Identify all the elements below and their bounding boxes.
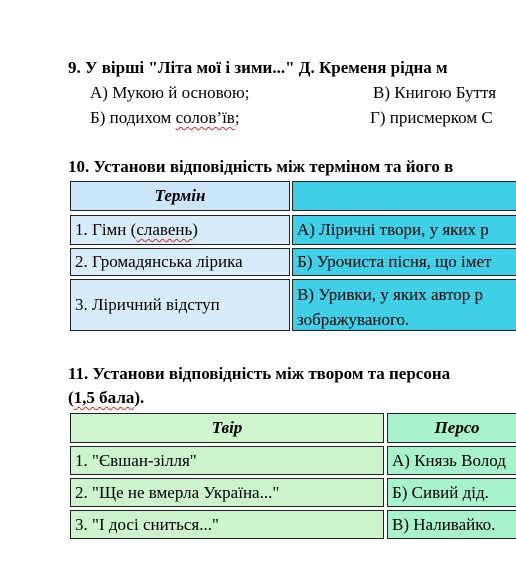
q9-option-a: А) Мукою й основою; — [90, 83, 250, 102]
question-11-title: 11. Установи відповідність між твором та персона — [68, 364, 451, 383]
q9-option-b-prefix: Б) подихом — [90, 108, 176, 127]
q10-row2-definition: Б) Урочиста пісня, що імет — [292, 248, 516, 276]
q11-row2-work: 2. "Ще не вмерла Україна..." — [70, 478, 384, 507]
q11-row3-character: В) Наливайко. — [387, 510, 516, 539]
q11-row3-work: 3. "І досі сниться..." — [70, 510, 384, 539]
q11-header-character: Персо — [387, 413, 516, 443]
q10-row3-definition-line2: зображуваного. — [297, 310, 410, 329]
q10-header-definition — [292, 181, 516, 211]
q11-subtitle-prefix: ( — [68, 388, 74, 407]
q10-row1-term-word: славень — [136, 220, 193, 239]
q11-row1-character: А) Князь Волод — [387, 446, 516, 475]
q9-option-b-word: солов’їв — [175, 108, 235, 127]
q9-option-g: Г) присмерком С — [370, 108, 493, 127]
q11-header-work: Твір — [70, 413, 384, 443]
q10-row1-term-suffix: ) — [192, 220, 198, 239]
question-11-subtitle — [68, 388, 144, 408]
q10-row2-term: 2. Громадянська лірика — [70, 248, 290, 276]
q9-option-b — [90, 108, 240, 128]
q10-row3-term: 3. Ліричний відступ — [70, 279, 290, 331]
question-10-title: 10. Установи відповідність між терміном та його в — [68, 157, 454, 176]
q10-row3-definition — [292, 279, 516, 331]
question-9-title: 9. У вірші "Літа мої і зими..." Д. Кременя рідна м — [68, 58, 448, 77]
q9-option-v: В) Книгою Буття — [373, 83, 497, 102]
q11-subtitle-word: 1,5 бала — [73, 388, 135, 407]
q11-row1-work: 1. "Євшан-зілля" — [70, 446, 384, 475]
q10-row1-term — [70, 215, 290, 245]
q10-row1-term-prefix: 1. Гімн ( — [75, 220, 137, 239]
q11-row2-character: Б) Сивий дід. — [387, 478, 516, 507]
q10-row1-definition: А) Ліричні твори, у яких р — [292, 215, 516, 245]
q10-header-term: Термін — [70, 181, 290, 211]
q9-option-b-suffix: ; — [234, 108, 240, 127]
q11-subtitle-suffix: ). — [134, 388, 145, 407]
q10-row3-definition-line1: В) Уривки, у яких автор р — [297, 285, 484, 304]
